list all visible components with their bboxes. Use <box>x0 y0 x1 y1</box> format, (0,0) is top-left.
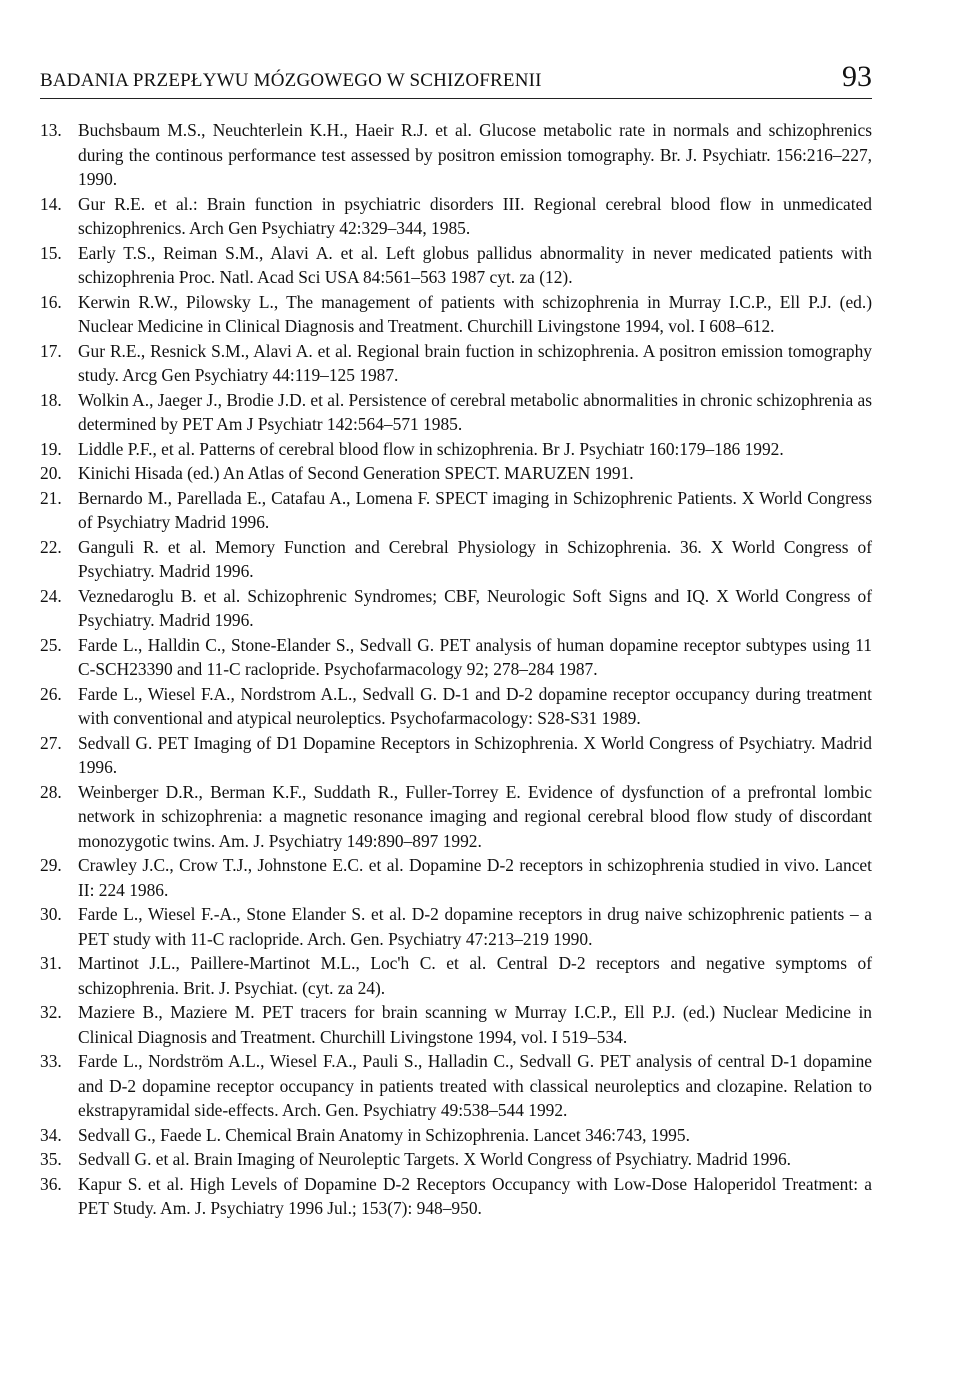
reference-item <box>40 339 872 388</box>
reference-text: Kerwin R.W., Pilowsky L., The management of patients with schizophrenia in Murray I.C.P., Ell P.J. (ed.) Nuclear Medicine in Clinical Diagnosis and Treatment. Churchill Livingstone 1994, vol. I 608–612. <box>78 291 872 336</box>
reference-number: 25. <box>40 634 62 655</box>
reference-number: 35. <box>40 1149 62 1169</box>
reference-item <box>40 437 872 462</box>
reference-item <box>40 1000 872 1049</box>
reference-item <box>40 731 872 780</box>
reference-number: 26. <box>40 683 62 704</box>
reference-item <box>40 486 872 535</box>
reference-number: 17. <box>40 340 62 361</box>
reference-number: 19. <box>40 438 62 459</box>
reference-number: 18. <box>40 389 62 410</box>
reference-text: Veznedaroglu B. et al. Schizophrenic Syndromes; CBF, Neurologic Soft Signs and IQ. X World Congress of Psychiatry. Madrid 1996. <box>78 585 872 630</box>
reference-number: 33. <box>40 1051 62 1071</box>
reference-item <box>40 633 872 682</box>
reference-text: Sedvall G. PET Imaging of D1 Dopamine Receptors in Schizophrenia. X World Congress of Psychiatry. Madrid 1996. <box>78 732 872 777</box>
reference-number: 24. <box>40 585 62 606</box>
reference-text: Kinichi Hisada (ed.) An Atlas of Second Generation SPECT. MARUZEN 1991. <box>78 463 634 483</box>
reference-item <box>40 584 872 633</box>
page-number: 93 <box>842 60 872 93</box>
reference-text: Gur R.E., Resnick S.M., Alavi A. et al. Regional brain fuction in schizophrenia. A positron emission tomography study. Arcg Gen Psychiatry 44:119–125 1987. <box>78 340 872 385</box>
reference-text: Martinot J.L., Paillere-Martinot M.L., Loc'h C. et al. Central D-2 receptors and negative symptoms of schizophrenia. Brit. J. Psychiat. (cyt. za 24). <box>78 953 872 998</box>
reference-item <box>40 241 872 290</box>
reference-number: 13. <box>40 120 62 140</box>
reference-text: Farde L., Wiesel F.-A., Stone Elander S. et al. D-2 dopamine receptors in drug naive schizophrenic patients – a PET study with 11-C raclopride. Arch. Gen. Psychiatry 47:213–219 1990. <box>78 904 872 949</box>
reference-number: 14. <box>40 193 62 214</box>
reference-text: Wolkin A., Jaeger J., Brodie J.D. et al. Persistence of cerebral metabolic abnormalities in chronic schizophrenia as determined by PET Am J Psychiatr 142:564–571 1985. <box>78 389 872 434</box>
reference-text: Farde L., Halldin C., Stone-Elander S., Sedvall G. PET analysis of human dopamine receptor subtypes using 11 C-SCH23390 and 11-C raclopride. Psychofarmacology 92; 278–284 1987. <box>78 634 872 679</box>
reference-item <box>40 118 872 192</box>
reference-text: Crawley J.C., Crow T.J., Johnstone E.C. et al. Dopamine D-2 receptors in schizophrenia studied in vivo. Lancet II: 224 1986. <box>78 855 872 900</box>
reference-number: 31. <box>40 953 62 973</box>
reference-item <box>40 682 872 731</box>
reference-text: Liddle P.F., et al. Patterns of cerebral blood flow in schizophrenia. Br J. Psychiatr 160:179–186 1992. <box>78 438 784 459</box>
reference-text: Early T.S., Reiman S.M., Alavi A. et al. Left globus pallidus abnormality in never medicated patients with schizophrenia Proc. Natl. Acad Sci USA 84:561–563 1987 cyt. za (12). <box>78 242 872 287</box>
reference-item <box>40 1172 872 1221</box>
reference-item <box>40 1123 872 1148</box>
reference-number: 20. <box>40 463 62 483</box>
running-title: BADANIA PRZEPŁYWU MÓZGOWEGO W SCHIZOFRENII <box>40 70 542 91</box>
reference-text: Ganguli R. et al. Memory Function and Cerebral Physiology in Schizophrenia. 36. X World Congress of Psychiatry. Madrid 1996. <box>78 536 872 581</box>
reference-item <box>40 535 872 584</box>
reference-number: 32. <box>40 1002 62 1022</box>
reference-item <box>40 853 872 902</box>
reference-number: 22. <box>40 536 62 557</box>
reference-number: 28. <box>40 781 62 802</box>
reference-number: 34. <box>40 1124 62 1145</box>
reference-text: Bernardo M., Parellada E., Catafau A., Lomena F. SPECT imaging in Schizophrenic Patients. X World Congress of Psychiatry Madrid 1996. <box>78 487 872 532</box>
running-head <box>40 52 872 99</box>
reference-item <box>40 951 872 1000</box>
reference-number: 30. <box>40 904 62 924</box>
reference-item <box>40 902 872 951</box>
reference-item <box>40 780 872 854</box>
reference-number: 15. <box>40 242 62 263</box>
reference-text: Gur R.E. et al.: Brain function in psychiatric disorders III. Regional cerebral blood flow in unmedicated schizophrenics. Arch Gen Psychiatry 42:329–344, 1985. <box>78 193 872 238</box>
reference-list <box>40 118 872 1221</box>
reference-item <box>40 1049 872 1123</box>
reference-item <box>40 388 872 437</box>
reference-text: Sedvall G., Faede L. Chemical Brain Anatomy in Schizophrenia. Lancet 346:743, 1995. <box>78 1124 690 1145</box>
reference-text: Kapur S. et al. High Levels of Dopamine D-2 Receptors Occupancy with Low-Dose Haloperidol Treatment: a PET Study. Am. J. Psychiatry 1996 Jul.; 153(7): 948–950. <box>78 1173 872 1218</box>
reference-number: 29. <box>40 855 62 875</box>
reference-text: Farde L., Nordström A.L., Wiesel F.A., Pauli S., Halladin C., Sedvall G. PET analysis of central D-1 dopamine and D-2 dopamine receptor occupancy in patients treated with classical neuroleptics and clozapine. Relation to ekstrapyramidal side-effects. Arch. Gen. Psychiatry 49:538–544 1992. <box>78 1051 872 1120</box>
reference-text: Buchsbaum M.S., Neuchterlein K.H., Haeir R.J. et al. Glucose metabolic rate in normals and schizophrenics during the continous performance test assessed by positron emission tomography. Br. J. Psychiatr. 156:216–227, 1990. <box>78 120 872 189</box>
reference-number: 21. <box>40 487 62 508</box>
reference-number: 36. <box>40 1173 62 1194</box>
reference-number: 16. <box>40 291 62 312</box>
reference-number: 27. <box>40 732 62 753</box>
reference-text: Sedvall G. et al. Brain Imaging of Neuroleptic Targets. X World Congress of Psychiatry. Madrid 1996. <box>78 1149 792 1169</box>
reference-text: Maziere B., Maziere M. PET tracers for brain scanning w Murray I.C.P., Ell P.J. (ed.) Nuclear Medicine in Clinical Diagnosis and Treatment. Churchill Livingstone 1994, vol. I 519–534. <box>78 1002 872 1047</box>
reference-text: Farde L., Wiesel F.A., Nordstrom A.L., Sedvall G. D-1 and D-2 dopamine receptor occupancy during treatment with conventional and atypical neuroleptics. Psychofarmacology: S28-S31 1989. <box>78 683 872 728</box>
reference-text: Weinberger D.R., Berman K.F., Suddath R., Fuller-Torrey E. Evidence of dysfunction of a prefrontal lombic network in schizophrenia: a magnetic resonance imaging and regional cerebral blood flow study of discordant monozygotic twins. Am. J. Psychiatry 149:890–897 1992. <box>78 781 872 851</box>
reference-item <box>40 192 872 241</box>
reference-item <box>40 290 872 339</box>
reference-item <box>40 1147 872 1172</box>
reference-item <box>40 461 872 486</box>
